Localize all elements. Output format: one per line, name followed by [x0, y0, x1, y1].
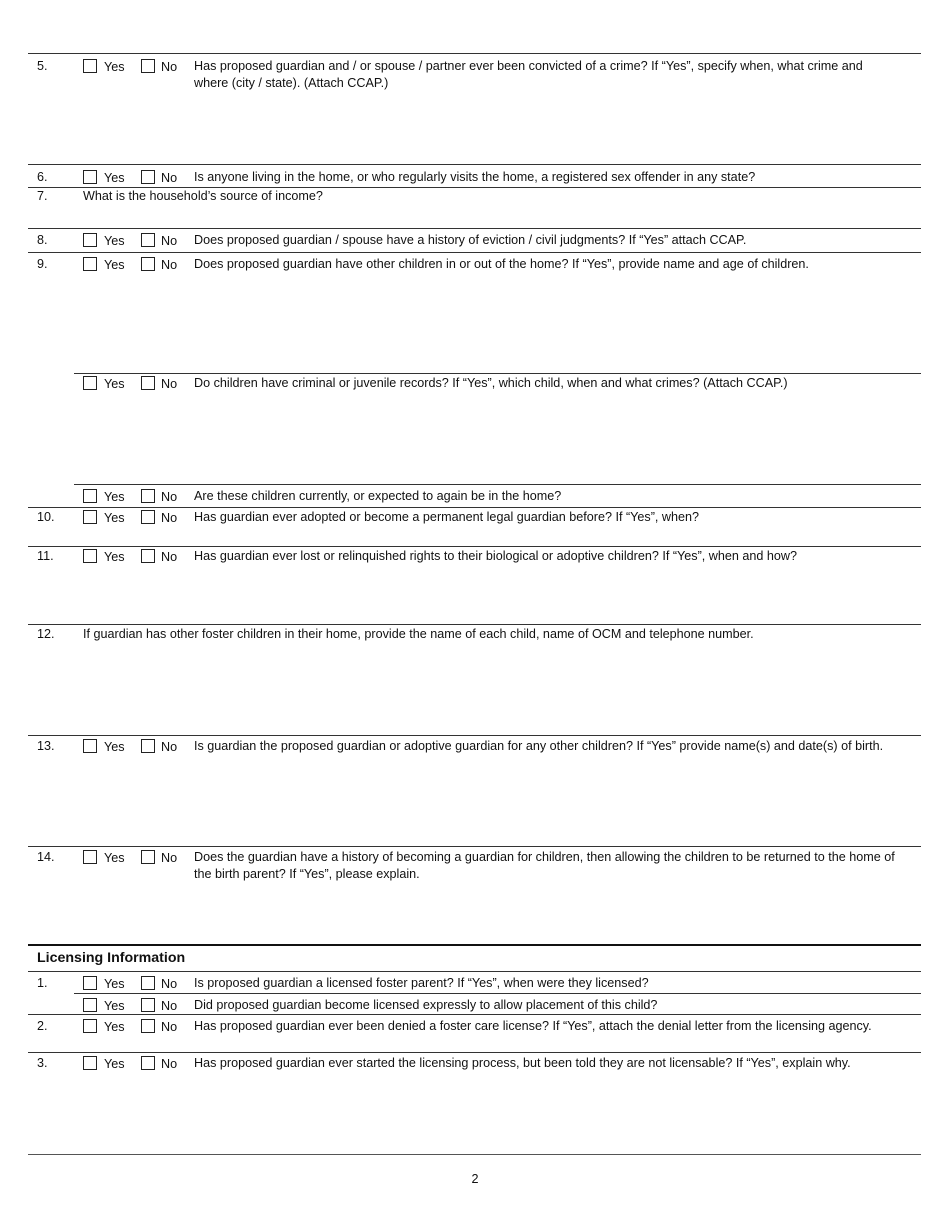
yes-checkbox[interactable]	[83, 170, 97, 184]
rule-q9b	[74, 373, 921, 374]
question-text: Is guardian the proposed guardian or adoptive guardian for any other children? If “Yes” provide name(s) and date(s) of birth.	[194, 739, 884, 753]
question-text: Does proposed guardian have other children in or out of the home? If “Yes”, provide name and age of children.	[194, 257, 809, 271]
question-text: Is proposed guardian a licensed foster parent? If “Yes”, when were they licensed?	[194, 976, 649, 990]
question-text: If guardian has other foster children in their home, provide the name of each child, name of OCM and telephone number.	[83, 627, 754, 641]
question-text: Has guardian ever adopted or become a permanent legal guardian before? If “Yes”, when?	[194, 510, 700, 524]
no-label: No	[161, 550, 178, 564]
yes-label: Yes	[104, 999, 125, 1013]
rule-q13	[28, 735, 921, 736]
no-checkbox[interactable]	[141, 233, 155, 247]
yes-label: Yes	[104, 977, 125, 991]
no-label: No	[161, 60, 178, 74]
page-number: 2	[471, 1172, 479, 1186]
yes-checkbox[interactable]	[83, 1019, 97, 1033]
yes-label: Yes	[104, 1020, 125, 1034]
yes-checkbox[interactable]	[83, 976, 97, 990]
yes-checkbox[interactable]	[83, 376, 97, 390]
question-text: Are these children currently, or expected to again be in the home?	[194, 489, 562, 503]
yes-checkbox[interactable]	[83, 549, 97, 563]
rule-q10	[28, 507, 921, 508]
yes-checkbox[interactable]	[83, 233, 97, 247]
no-label: No	[161, 999, 178, 1013]
yes-checkbox[interactable]	[83, 739, 97, 753]
question-number: 2.	[37, 1019, 48, 1033]
rule-l1	[28, 971, 921, 972]
no-label: No	[161, 171, 178, 185]
no-label: No	[161, 977, 178, 991]
question-text: What is the household’s source of income?	[83, 189, 323, 203]
question-text: Has proposed guardian and / or spouse / partner ever been convicted of a crime? If “Yes”, specify when, what crime and where (city / state). (Attach CCAP.)	[194, 59, 863, 90]
question-number: 3.	[37, 1056, 48, 1070]
question-number: 12.	[37, 627, 55, 641]
yes-checkbox[interactable]	[83, 510, 97, 524]
rule-q9	[28, 252, 921, 253]
rule-q8	[28, 228, 921, 229]
question-text: Does the guardian have a history of becoming a guardian for children, then allowing the children to be returned to the home of the birth parent? If “Yes”, please explain.	[194, 850, 895, 881]
question-text: Has proposed guardian ever started the licensing process, but been told they are not licensable? If “Yes”, explain why.	[194, 1056, 851, 1070]
yes-label: Yes	[104, 258, 125, 272]
yes-label: Yes	[104, 377, 125, 391]
rule-q11	[28, 546, 921, 547]
yes-label: Yes	[104, 60, 125, 74]
no-label: No	[161, 377, 178, 391]
question-number: 6.	[37, 170, 48, 184]
yes-checkbox[interactable]	[83, 489, 97, 503]
question-number: 8.	[37, 233, 48, 247]
question-text: Do children have criminal or juvenile records? If “Yes”, which child, when and what crimes? (Attach CCAP.)	[194, 376, 788, 390]
yes-checkbox[interactable]	[83, 59, 97, 73]
no-checkbox[interactable]	[141, 1019, 155, 1033]
yes-checkbox[interactable]	[83, 850, 97, 864]
no-label: No	[161, 490, 178, 504]
yes-checkbox[interactable]	[83, 257, 97, 271]
yes-label: Yes	[104, 1057, 125, 1071]
yes-checkbox[interactable]	[83, 1056, 97, 1070]
question-text: Has guardian ever lost or relinquished rights to their biological or adoptive children? If “Yes”, when and how?	[194, 549, 797, 563]
no-checkbox[interactable]	[141, 489, 155, 503]
rule-q6	[28, 164, 921, 165]
no-checkbox[interactable]	[141, 976, 155, 990]
rule-l3	[28, 1052, 921, 1053]
question-number: 9.	[37, 257, 48, 271]
rule-licensing	[28, 944, 921, 946]
no-label: No	[161, 258, 178, 272]
question-number: 13.	[37, 739, 55, 753]
yes-label: Yes	[104, 171, 125, 185]
no-checkbox[interactable]	[141, 549, 155, 563]
yes-label: Yes	[104, 511, 125, 525]
rule-top	[28, 53, 921, 54]
no-checkbox[interactable]	[141, 59, 155, 73]
question-number: 5.	[37, 59, 48, 73]
no-label: No	[161, 851, 178, 865]
question-text: Has proposed guardian ever been denied a foster care license? If “Yes”, attach the denial letter from the licensing agency.	[194, 1019, 872, 1033]
question-number: 11.	[37, 549, 54, 563]
yes-label: Yes	[104, 851, 125, 865]
no-label: No	[161, 1020, 178, 1034]
no-checkbox[interactable]	[141, 1056, 155, 1070]
yes-label: Yes	[104, 490, 125, 504]
question-text: Is anyone living in the home, or who regularly visits the home, a registered sex offender in any state?	[194, 170, 756, 184]
no-checkbox[interactable]	[141, 257, 155, 271]
yes-label: Yes	[104, 234, 125, 248]
yes-checkbox[interactable]	[83, 998, 97, 1012]
rule-q12	[28, 624, 921, 625]
no-checkbox[interactable]	[141, 850, 155, 864]
question-text: Does proposed guardian / spouse have a history of eviction / civil judgments? If “Yes” attach CCAP.	[194, 233, 747, 247]
yes-label: Yes	[104, 740, 125, 754]
no-checkbox[interactable]	[141, 376, 155, 390]
rule-q9c	[74, 484, 921, 485]
no-label: No	[161, 1057, 178, 1071]
no-checkbox[interactable]	[141, 998, 155, 1012]
no-checkbox[interactable]	[141, 170, 155, 184]
no-label: No	[161, 740, 178, 754]
no-checkbox[interactable]	[141, 510, 155, 524]
no-checkbox[interactable]	[141, 739, 155, 753]
rule-footer	[28, 1154, 921, 1155]
yes-label: Yes	[104, 550, 125, 564]
question-number: 14.	[37, 850, 55, 864]
no-label: No	[161, 511, 178, 525]
section-title-licensing: Licensing Information	[37, 950, 186, 966]
rule-l1b	[74, 993, 921, 994]
question-number: 1.	[37, 976, 48, 990]
rule-l2	[28, 1014, 921, 1015]
question-text: Did proposed guardian become licensed expressly to allow placement of this child?	[194, 998, 658, 1012]
question-number: 7.	[37, 189, 48, 203]
question-number: 10.	[37, 510, 55, 524]
rule-q14	[28, 846, 921, 847]
no-label: No	[161, 234, 178, 248]
